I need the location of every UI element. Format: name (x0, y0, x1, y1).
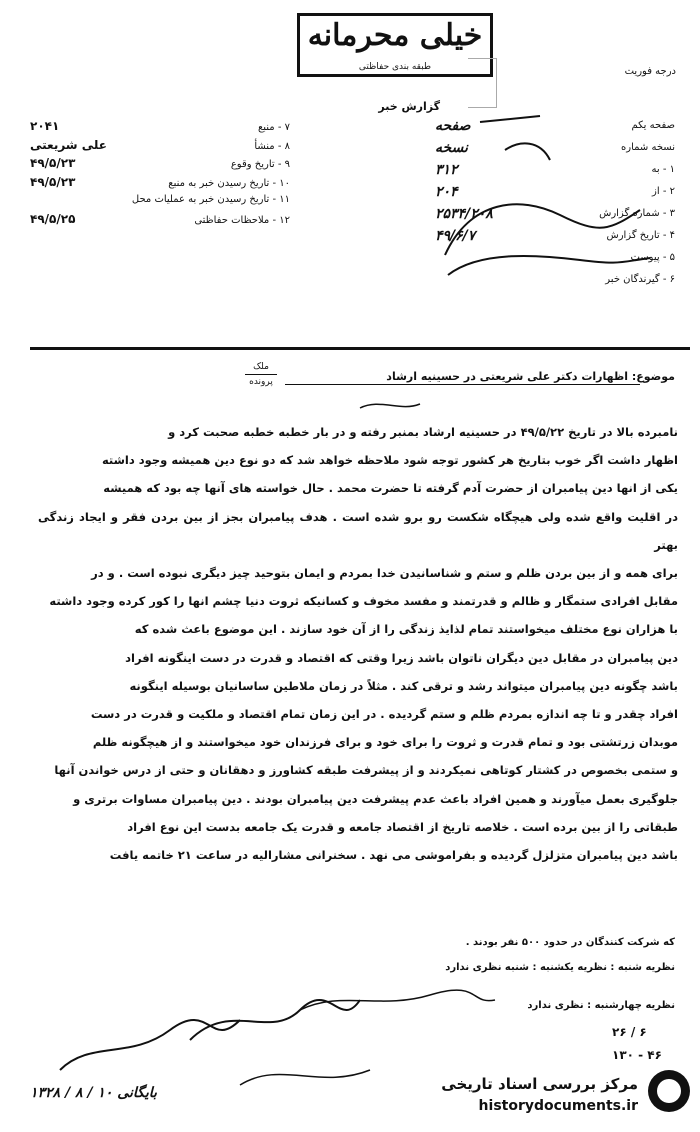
left-field-label: ۱۰ - تاریخ رسیدن خبر به منبع (168, 177, 290, 189)
right-field-label: ۳ - شماره گزارش (599, 208, 675, 219)
header-divider (30, 347, 690, 350)
right-field-value: صفحه (435, 118, 471, 134)
right-field-value: نسخه (435, 140, 468, 156)
body-line: مقابل افرادی ستمگار و ظالم و قدرتمند و مفسد مخوف و کسانیکه ثروت دنیا چشم انها را کور کرده وجود داشته (49, 594, 678, 609)
right-field-label: نسخه شماره (621, 142, 675, 153)
left-field-value: علی شریعتی (30, 137, 107, 152)
body-line: با هزاران نوع مختلف میخواستند تمام لذایذ زندگی را از آن خود سازند . این موضوع باعث شده که (134, 622, 678, 637)
body-line: باشد دین پیامبران متزلزل گردیده و بفراموشی می نهد . سخنرانی مشارالیه در ساعت ۲۱ خاتمه یافت (109, 848, 678, 863)
right-field-label: ۲ - از (652, 186, 675, 197)
stamp-title: خیلی محرمانه (307, 18, 483, 53)
right-field-label: ۶ - گیرندگان خبر (605, 274, 675, 285)
right-field-value: ۴۹/۶/۷ (435, 228, 476, 244)
report-title: گزارش خبر (378, 100, 440, 113)
right-field-value: ۲۵۳۴/۲۰۸ (435, 206, 493, 222)
watermark-url: historydocuments.ir (478, 1098, 638, 1114)
body-line: طبقاتی را از بین برده است . خلاصه تاریخ از اقتصاد جامعه و قدرت یک جامعه بدست این نوع افراد (127, 819, 678, 834)
left-field-label: ۱۲ - ملاحظات حفاظتی (194, 214, 290, 226)
left-field-value: ۲۰۴۱ (30, 119, 60, 133)
subject-line: موضوع: اظهارات دکتر علی شریعتی در حسینیه ارشاد (386, 370, 675, 383)
attendance-line: که شرکت کنندگان در حدود ۵۰۰ نفر بودند . (465, 937, 675, 948)
left-field-label: ۱۱ - تاریخ رسیدن خبر به عملیات محل (131, 194, 290, 205)
left-field-value: ۴۹/۵/۲۳ (30, 156, 76, 170)
right-field-value: ۳۱۲ (435, 162, 458, 178)
left-field-value: ۴۹/۵/۲۳ (30, 174, 76, 189)
priority-label: درجه فوریت (624, 66, 676, 77)
report-body (38, 418, 678, 869)
date-left: ۱۳۰ - ۴۶ (612, 1048, 662, 1062)
ref-box (245, 360, 277, 389)
body-line: موبدان زرتشتی بود و تمام قدرت و ثروت را برای خود و برای فرزندان خود میخواستند و از هیچگونه ظلم (92, 735, 678, 750)
right-field-value: ۲۰۴ (435, 184, 458, 200)
ref-box-line1: ملک (253, 362, 269, 372)
body-line: در اقلیت واقع شده ولی هیچگاه شکست رو برو شده است . هدف پیامبران بجز از بین بردن فقر و ایجاد زندگی بهتر (38, 509, 678, 552)
stamp-subtitle: طبقه بندی حفاظتی (358, 62, 432, 72)
subject-underline (285, 384, 640, 385)
left-field-label: ۷ - منبع (257, 122, 290, 133)
body-line: یکی از انها دین پیامبران از حضرت آدم گرفته تا حضرت محمد . حال خواسته های آنها چه بود که همیشه (103, 481, 678, 496)
body-line: دین پیامبران در مقابل دین دیگران ناتوان باشد زیرا وقتی که اقتصاد و قدرت در دست اینگونه افراد (125, 650, 678, 665)
right-field-label: ۴ - تاریخ گزارش (606, 230, 675, 241)
body-line: اظهار داشت اگر خوب بتاریخ هر کشور توجه شود ملاحظه خواهد شد که دو نوع دین همیشه وجود داشته (101, 453, 678, 468)
archive-logo-inner (657, 1079, 681, 1103)
handwritten-note: بایگانی ۱۰ / ۸ / ۱۳۲۸ (30, 1085, 157, 1101)
right-field-label: ۱ - به (651, 164, 675, 175)
opinion-line-2: نظریه چهارشنبه : نظری ندارد (527, 1000, 675, 1011)
left-field-label: ۹ - تاریخ وقوع (230, 159, 290, 170)
right-field-label: ۵ - پیوست (630, 252, 675, 263)
body-line: افراد چقدر و تا چه اندازه بمردم ظلم و ستم گردیده . در این زمان تمام اقتصاد و ملکیت و قدرت در دست (90, 707, 678, 722)
body-line: برای همه و از بین بردن ظلم و ستم و شناسانیدن خدا بمردم و ایمان بتوحید چیز دیگری نبوده است . و در (91, 566, 678, 581)
left-field-value: ۴۹/۵/۲۵ (30, 211, 76, 226)
ref-box-line2: پرونده (245, 374, 277, 389)
right-field-label: صفحه یکم (631, 120, 675, 131)
body-line: جلوگیری بعمل میآورند و همین افراد باعث عدم پیشرفت دین پیامبران بودند . دین پیامبران مساوات برتری و (73, 791, 678, 806)
date-right: ۲۶ / ۶ (612, 1025, 647, 1039)
watermark-title: مرکز بررسی اسناد تاریخی (441, 1075, 638, 1093)
left-field-label: ۸ - منشأ (254, 140, 290, 152)
body-line: نامبرده بالا در تاریخ ۴۹/۵/۲۲ در حسینیه ارشاد بمنبر رفته و در بار خطبه خطبه صحبت کرد و (168, 425, 678, 439)
body-line: و ستمی بخصوص در کشتار کوتاهی نمیکردند و از پیشرفت طبقه کشاورز و دهقانان و حتی از درس خواندن آنها (54, 763, 678, 778)
body-line: باشد چگونه دین پیامبران میتواند رشد و ترقی کند . مثلاً در زمان ملاطین ساسانیان بوسیله اینگونه (129, 678, 678, 693)
opinion-line: نظریه شنبه : نظریه یکشنبه : شنبه نظری ندارد (445, 962, 675, 973)
